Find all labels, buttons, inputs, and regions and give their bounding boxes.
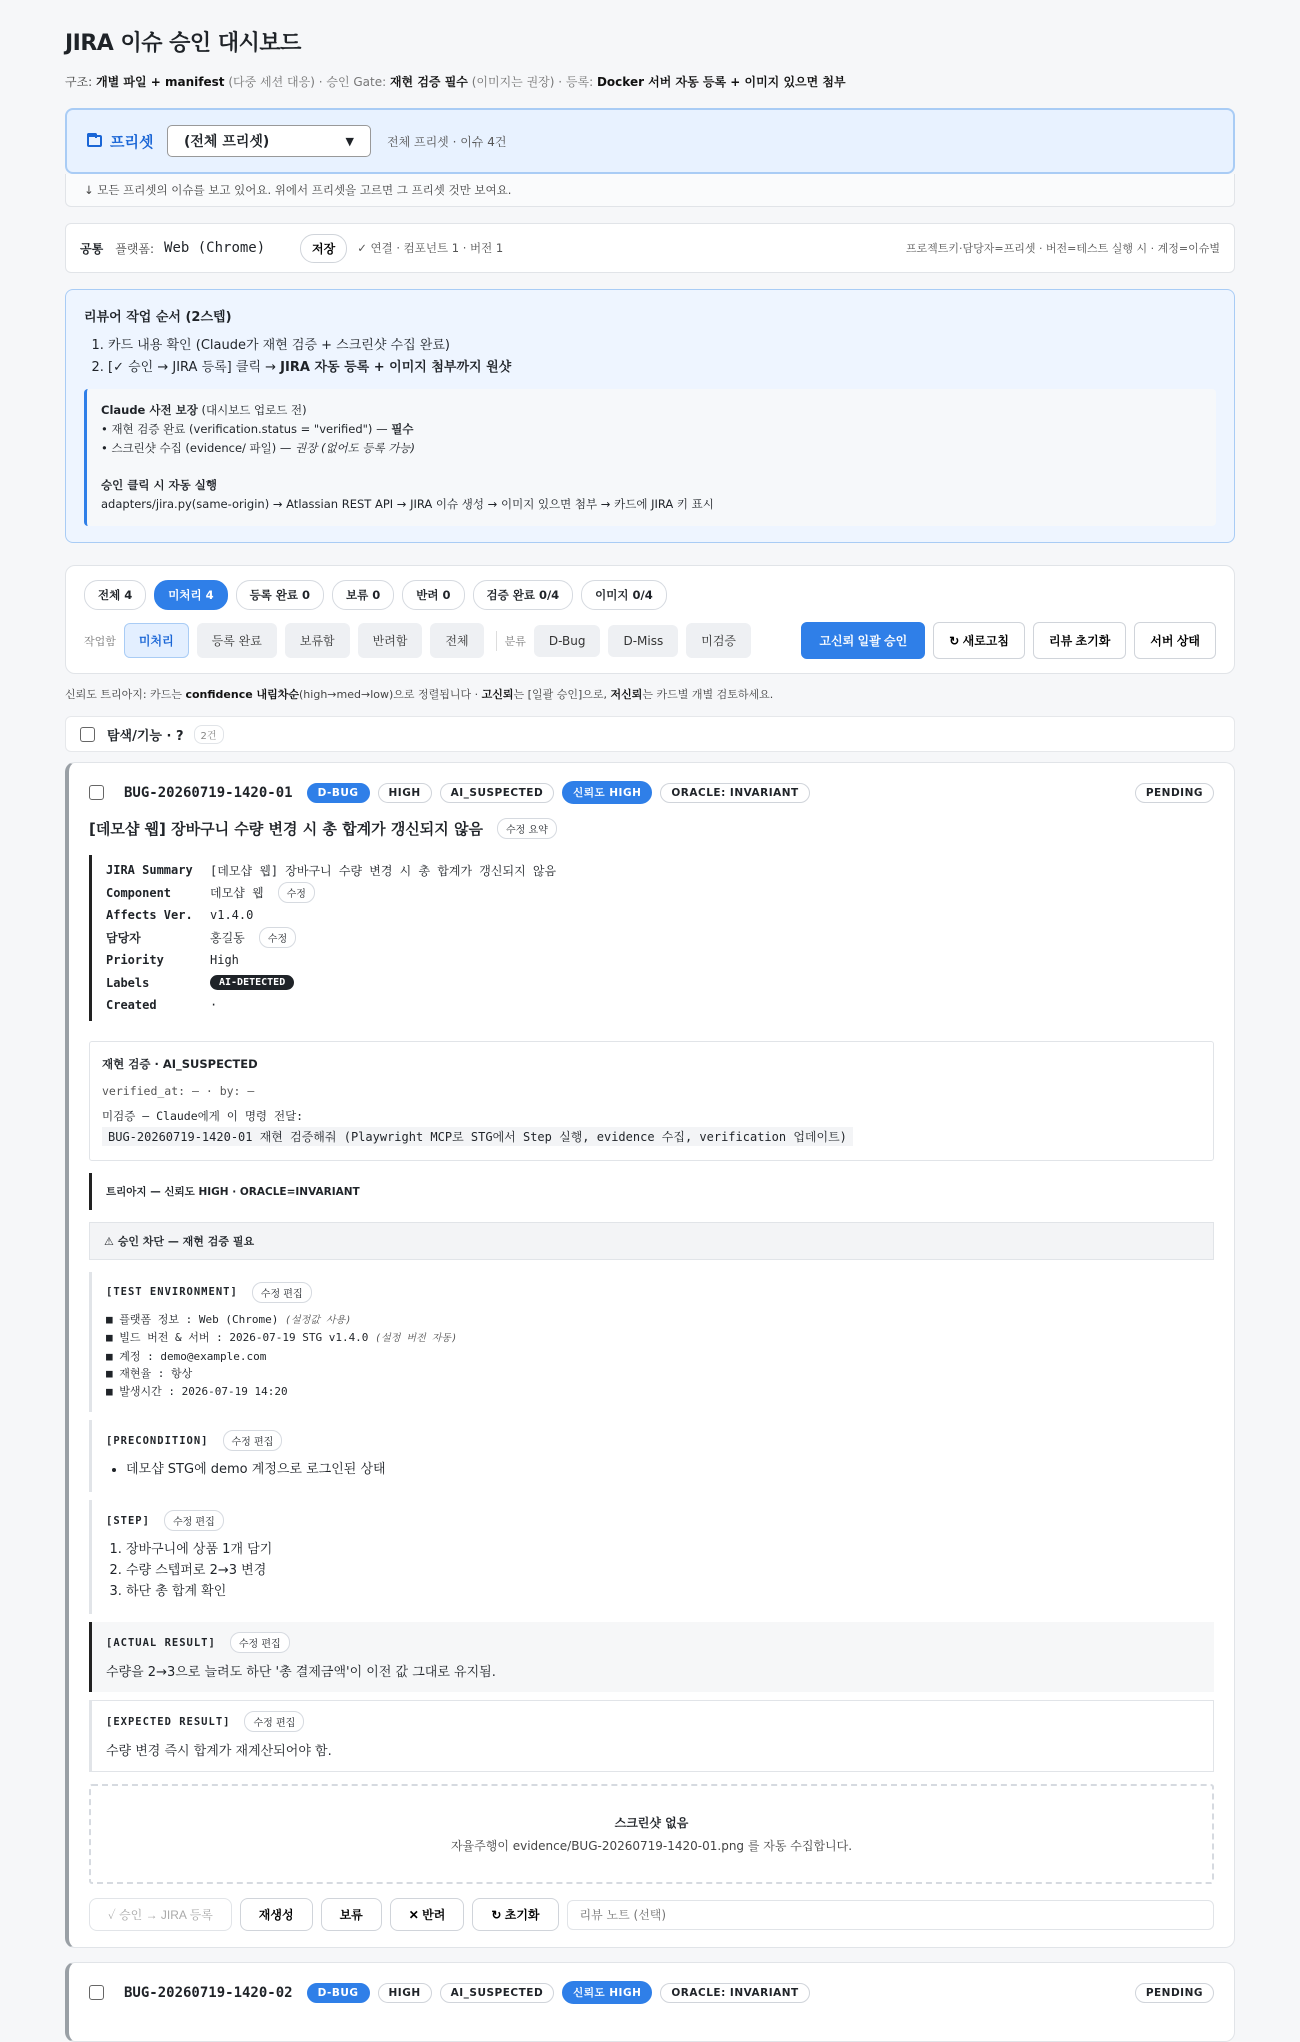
step-section: [STEP] 수정 편집 1. 장바구니에 상품 1개 담기 2. 수량 스텝퍼로 2→3 변경 3. 하단 총 합계 확인 xyxy=(89,1500,1214,1614)
reset-button[interactable]: ↻ 초기화 xyxy=(472,1898,558,1931)
hold-button[interactable]: 보류 xyxy=(321,1898,382,1931)
group-count: 2건 xyxy=(194,725,224,744)
page-title: JIRA 이슈 승인 대시보드 xyxy=(65,31,301,56)
reviewer-guide: 리뷰어 작업 순서 (2스텝) 1. 카드 내용 확인 (Claude가 재현 검증 + 스크린샷 수집 완료) 2. [✓ 승인 → JIRA 등록] 클릭 → JIRA 자동 등록 + 이미지 첨부까지 원샷 Claude 사전 보장 (대시보드 업로드 전) • 재현 검증 완료 (verification.status = "verified") — 필수 • 스크린샷 수집 (evidence/ 파일) — 권장 (없어도 등록 가능) 승인 클릭 시 자동 실행 adapters/jira.py(same-origin) → Atlassian REST API → JIRA 이슈 생성 → 이미지 있으면 첨부 → 카드에 JIRA 키 표시 xyxy=(65,289,1235,543)
severity-badge: HIGH xyxy=(378,783,432,803)
verify-command[interactable]: BUG-20260719-1420-01 재현 검증해줘 (Playwright MCP로 STG에서 Step 실행, evidence 수집, verification 업데이트) xyxy=(102,1127,853,1146)
card-checkbox[interactable] xyxy=(89,1985,104,2000)
count-chips xyxy=(84,580,1216,610)
approval-blocked-banner: ⚠ 승인 차단 — 재현 검증 필요 xyxy=(89,1222,1214,1260)
edit-actual-button[interactable]: 수정 편집 xyxy=(230,1632,290,1653)
jira-summary-table: JIRA Summary [데모샵 웹] 장바구니 수량 변경 시 총 합계가 갱신되지 않음 Component 데모샵 웹 수정 Affects Ver. v1.4.0 담당자 홍길동 수정 Priority High Labels AI-DETECTED Created · xyxy=(89,855,1214,1021)
screenshot-placeholder: 스크린샷 없음 자율주행이 evidence/BUG-20260719-1420-01.png 를 자동 수집합니다. xyxy=(89,1784,1214,1884)
count-chip-all[interactable]: 전체 4 xyxy=(84,580,146,610)
tab-d-miss[interactable]: D-Miss xyxy=(608,625,678,657)
approve-register-button[interactable]: ✓ 승인 → JIRA 등록 xyxy=(89,1898,232,1931)
tab-d-bug[interactable]: D-Bug xyxy=(534,625,601,657)
common-settings-bar: 공통 플랫폼: Web (Chrome) 저장 ✓ 연결 · 컴포넌트 1 · 버전 1 프로젝트키·담당자=프리셋 · 버전=테스트 실행 시 · 계정=이슈별 xyxy=(65,223,1235,273)
status-badge: PENDING xyxy=(1135,783,1214,803)
tab-registered[interactable]: 등록 완료 xyxy=(197,623,277,658)
oracle-badge: ORACLE: INVARIANT xyxy=(660,783,809,803)
test-environment-section: [TEST ENVIRONMENT] 수정 편집 ■ 플랫폼 정보 : Web (Chrome) (설정값 사용) ■ 빌드 버전 & 서버 : 2026-07-19 STG v1.4.0 (설정 버전 자동) ■ 계정 : demo@example.com ■ 재현율 : 항상 ■ 발생시간 : 2026-07-19 14:20 xyxy=(89,1272,1214,1413)
guide-step-1: 1. 카드 내용 확인 (Claude가 재현 검증 + 스크린샷 수집 완료) xyxy=(108,335,1216,357)
type-badge: D-BUG xyxy=(307,1983,370,2003)
count-chip-pending[interactable]: 미처리 4 xyxy=(154,580,227,610)
edit-component-button[interactable]: 수정 xyxy=(278,882,315,903)
review-note-input[interactable] xyxy=(567,1900,1214,1930)
refresh-button[interactable]: ↻ 새로고침 xyxy=(933,622,1025,659)
count-chip-hold[interactable]: 보류 0 xyxy=(332,580,394,610)
card-id: BUG-20260719-1420-01 xyxy=(124,784,293,801)
preset-select[interactable]: (전체 프리셋) ▼ xyxy=(167,125,371,157)
edit-assignee-button[interactable]: 수정 xyxy=(259,927,296,948)
count-chip-verified[interactable]: 검증 완료 0/4 xyxy=(473,580,574,610)
type-badge: D-BUG xyxy=(307,783,370,803)
verification-badge: AI_SUSPECTED xyxy=(440,1983,555,2003)
triage-line: 트리아지 — 신뢰도 HIGH · ORACLE=INVARIANT xyxy=(89,1173,1214,1210)
server-status-button[interactable]: 서버 상태 xyxy=(1134,622,1216,659)
preset-hint: ↓ 모든 프리셋의 이슈를 보고 있어요. 위에서 프리셋을 고르면 그 프리셋 것만 보여요. xyxy=(65,174,1235,207)
save-button[interactable]: 저장 xyxy=(300,234,347,263)
reject-button[interactable]: ✕ 반려 xyxy=(390,1898,465,1931)
triage-note: 신뢰도 트리아지: 카드는 confidence 내림차순(high→med→low)으로 정렬됩니다 · 고신뢰는 [일괄 승인]으로, 저신뢰는 카드별 개별 검토하세요. xyxy=(65,688,774,701)
group-header: 탐색/기능 · ? 2건 xyxy=(65,716,1235,752)
verification-badge: AI_SUSPECTED xyxy=(440,783,555,803)
group-checkbox[interactable] xyxy=(80,727,95,742)
platform-input[interactable]: Web (Chrome) xyxy=(164,240,266,256)
edit-precondition-button[interactable]: 수정 편집 xyxy=(223,1430,283,1451)
connection-status: ✓ 연결 · 컴포넌트 1 · 버전 1 xyxy=(357,241,504,255)
folder-icon xyxy=(87,135,102,147)
edit-summary-button[interactable]: 수정 요약 xyxy=(497,818,557,839)
edit-step-button[interactable]: 수정 편집 xyxy=(164,1510,224,1531)
label-badge: AI-DETECTED xyxy=(210,975,294,990)
tab-all[interactable]: 전체 xyxy=(430,623,483,658)
card-checkbox[interactable] xyxy=(89,785,104,800)
preset-bar xyxy=(65,108,1235,174)
status-badge: PENDING xyxy=(1135,1983,1214,2003)
tab-hold[interactable]: 보류함 xyxy=(285,623,350,658)
edit-expected-button[interactable]: 수정 편집 xyxy=(244,1711,304,1732)
tab-pending[interactable]: 미처리 xyxy=(124,623,189,658)
preset-label: 프리셋 xyxy=(110,132,154,151)
verification-box: 재현 검증 · AI_SUSPECTED verified_at: — · by: — 미검증 — Claude에게 이 명령 전달: BUG-20260719-1420-01 재현 검증해줘 (Playwright MCP로 STG에서 Step 실행, evidence 수집, verification 업데이트) xyxy=(89,1041,1214,1161)
severity-badge: HIGH xyxy=(378,1983,432,2003)
review-reset-button[interactable]: 리뷰 초기화 xyxy=(1033,622,1126,659)
precondition-section: [PRECONDITION] 수정 편집 • 데모샵 STG에 demo 계정으로 로그인된 상태 xyxy=(89,1420,1214,1492)
actual-result-section: [ACTUAL RESULT] 수정 편집 수량을 2→3으로 늘려도 하단 '총 결제금액'이 이전 값 그대로 유지됨. xyxy=(89,1622,1214,1692)
expected-result-section: [EXPECTED RESULT] 수정 편집 수량 변경 즉시 합계가 재계산되어야 함. xyxy=(89,1700,1214,1772)
card-id: BUG-20260719-1420-02 xyxy=(124,1984,293,2001)
tab-unverified[interactable]: 미검증 xyxy=(686,623,751,658)
preset-count: 전체 프리셋 · 이슈 4건 xyxy=(387,134,507,149)
count-chip-rejected[interactable]: 반려 0 xyxy=(402,580,464,610)
card-title: [데모샵 웹] 장바구니 수량 변경 시 총 합계가 갱신되지 않음 수정 요약 xyxy=(89,818,1214,839)
count-chip-images[interactable]: 이미지 0/4 xyxy=(581,580,667,610)
bulk-approve-button[interactable]: 고신뢰 일괄 승인 xyxy=(801,622,925,659)
issue-card xyxy=(65,762,1235,1948)
tab-rejected[interactable]: 반려함 xyxy=(358,623,423,658)
regenerate-button[interactable]: 재생성 xyxy=(240,1898,313,1931)
confidence-badge: 신뢰도 HIGH xyxy=(562,781,652,804)
mapping-info: 프로젝트키·담당자=프리셋 · 버전=테스트 실행 시 · 계정=이슈별 xyxy=(905,242,1220,255)
edit-env-button[interactable]: 수정 편집 xyxy=(252,1282,312,1303)
pre-guarantee-box: Claude 사전 보장 (대시보드 업로드 전) • 재현 검증 완료 (verification.status = "verified") — 필수 • 스크린샷 수집 (evidence/ 파일) — 권장 (없어도 등록 가능) 승인 클릭 시 자동 실행 adapters/jira.py(same-origin) → Atlassian REST API → JIRA 이슈 생성 → 이미지 있으면 첨부 → 카드에 JIRA 키 표시 xyxy=(84,389,1216,526)
chevron-down-icon: ▼ xyxy=(345,134,354,148)
header-subline: 구조: 개별 파일 + manifest (다중 세션 대응) · 승인 Gate: 재현 검증 필수 (이미지는 권장) · 등록: Docker 서버 자동 등록 + 이미지 있으면 첨부 xyxy=(65,75,846,89)
filter-panel: 전체 4 미처리 4 등록 완료 0 보류 0 반려 0 검증 완료 0/4 이미지 0/4 작업함 미처리 등록 완료 보류함 반려함 전체 분류 D-Bug D-Miss 미검증 고신뢰 일괄 승인 ↻ 새로고침 리뷰 초기화 서버 상태 xyxy=(65,565,1235,674)
issue-card-2 xyxy=(65,1962,1235,2042)
card-actions xyxy=(89,1898,1214,1931)
confidence-badge: 신뢰도 HIGH xyxy=(562,1981,652,2004)
oracle-badge: ORACLE: INVARIANT xyxy=(660,1983,809,2003)
count-chip-registered[interactable]: 등록 완료 0 xyxy=(236,580,324,610)
guide-step-2: 2. [✓ 승인 → JIRA 등록] 클릭 → JIRA 자동 등록 + 이미지 첨부까지 원샷 xyxy=(108,357,1216,379)
